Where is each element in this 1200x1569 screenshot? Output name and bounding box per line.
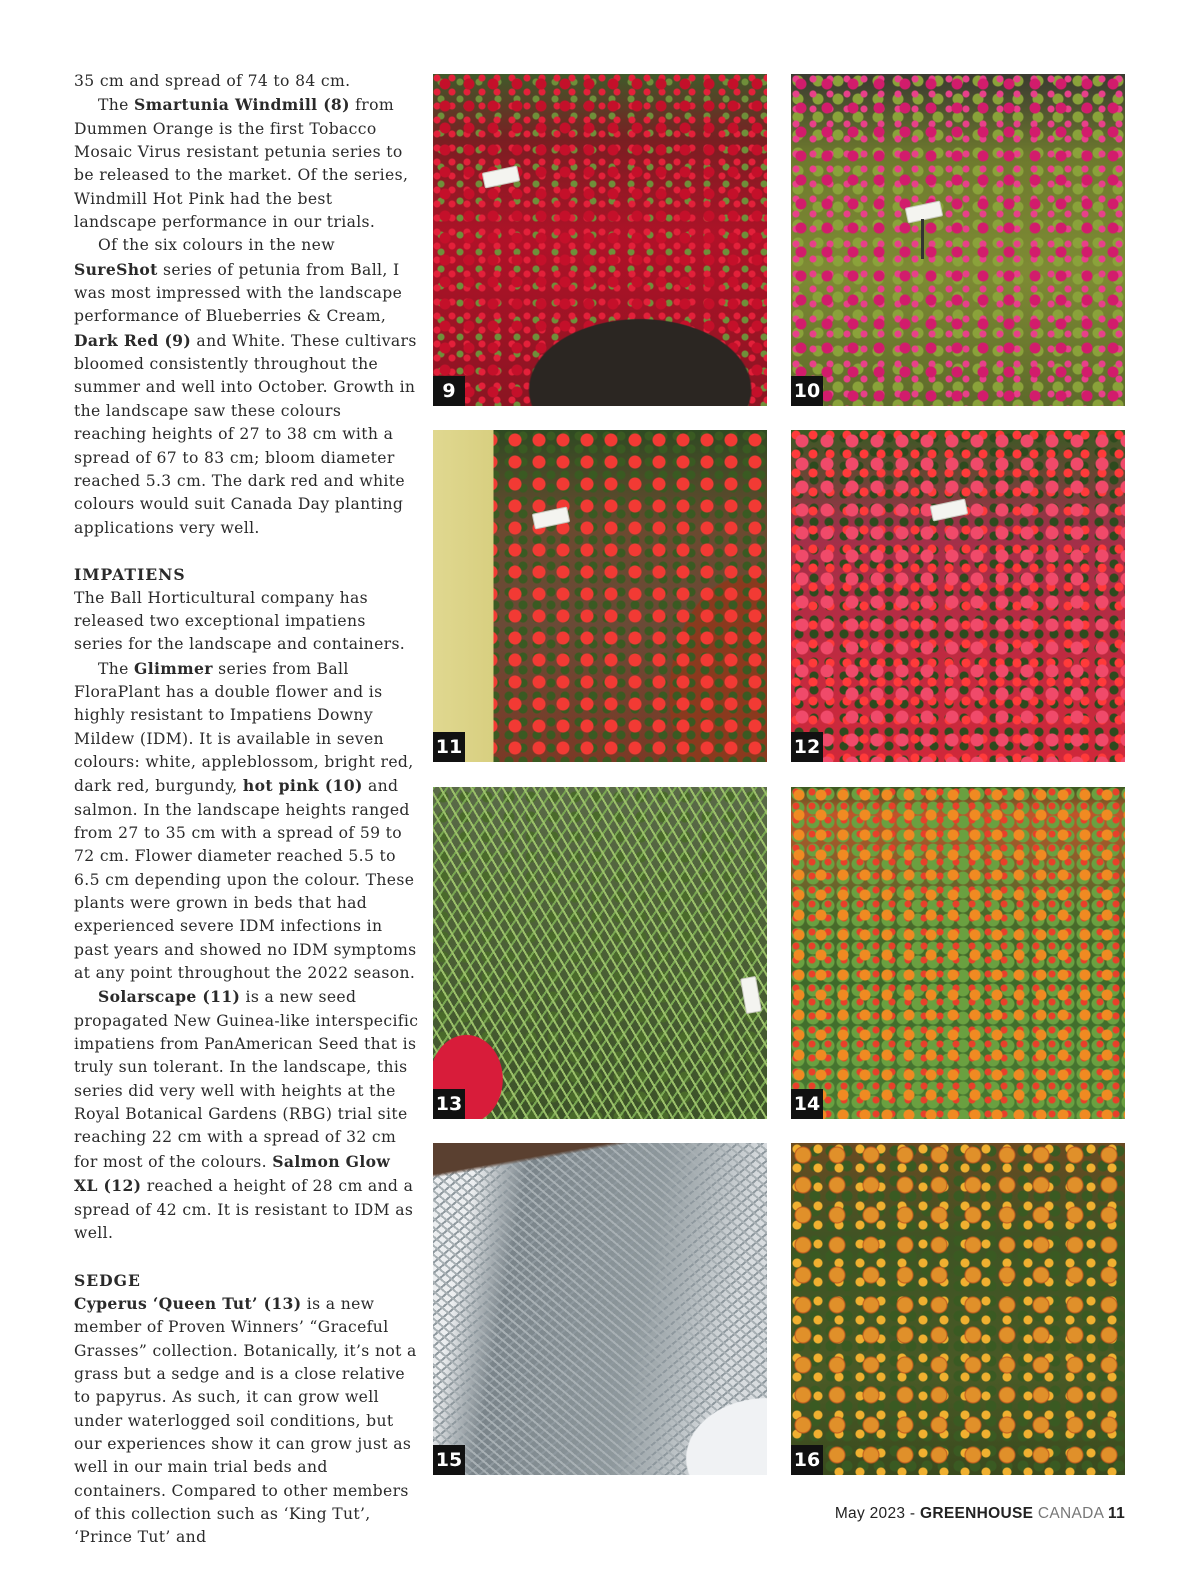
plant-label-tag <box>905 200 944 223</box>
photo-number-badge: 15 <box>433 1445 465 1475</box>
paragraph-smartunia <box>74 93 419 234</box>
photo-number-badge: 10 <box>791 376 823 406</box>
plant-label-tag <box>930 498 969 521</box>
text-run: series from Ball FloraPlant has a double flower and is highly resistant to Impatiens Downy Mildew (IDM). It is available in seven colours: white, appleblossom, bright red, dark red, burgundy, <box>74 659 414 796</box>
photo-number-badge: 9 <box>433 376 465 406</box>
bold-term: SureShot <box>74 259 158 279</box>
photo-salmon-glow-xl <box>791 430 1125 762</box>
bold-term: Dark Red (9) <box>74 330 192 350</box>
text-run: The <box>98 659 135 678</box>
photo-silver-foliage-plant <box>433 1143 767 1475</box>
paragraph-sureshot <box>74 234 419 539</box>
paragraph-glimmer <box>74 657 419 986</box>
magazine-country: CANADA <box>1033 1505 1108 1522</box>
photo-solarscape-impatiens <box>433 430 767 762</box>
text-run: reached a height of 28 cm and a spread of 42 cm. It is resistant to IDM as well. <box>74 1177 414 1242</box>
photo-number-badge: 11 <box>433 732 465 762</box>
plant-label-tag <box>532 506 571 529</box>
paragraph-queen-tut <box>74 1292 419 1550</box>
plant-label-tag <box>740 976 762 1014</box>
text-run: is a new member of Proven Winners’ “Graceful Grasses” collection. Botanically, it’s not a grass but a sedge and is a close relative to papyrus. As such, it can grow well under waterlogged soil conditions, but our experiences show it can grow just as well in our main trial beds and containers. Compared to other members of this collection such as ‘King Tut’, ‘Prince Tut’ and <box>74 1294 417 1547</box>
photo-number-badge: 14 <box>791 1089 823 1119</box>
text-run: Of the six colours in the new <box>98 236 335 255</box>
article-text-column <box>74 70 419 1550</box>
photo-orange-daisy-flowers <box>791 1143 1125 1475</box>
text-run: series of petunia from Ball, I was most impressed with the landscape performance of Blueberries & Cream, <box>74 260 403 326</box>
bold-term: Smartunia Windmill (8) <box>134 95 350 115</box>
issue-date: May 2023 - <box>834 1505 920 1522</box>
photo-groundcover-planting <box>791 787 1125 1119</box>
paragraph-solarscape <box>74 985 419 1245</box>
section-heading-impatiens: IMPATIENS <box>74 565 186 585</box>
photo-number-badge: 13 <box>433 1089 465 1119</box>
text-run: and White. These cultivars bloomed consistently throughout the summer and well into October. Growth in the landscape saw these colours reaching heights of 27 to 38 cm with a spread of 67 to 83 cm; bloom diameter reached 5.3 cm. The dark red and white colours would suit Canada Day planting applications very well. <box>74 331 417 537</box>
photo-petunia-dark-red <box>433 74 767 406</box>
photo-cyperus-queen-tut <box>433 787 767 1119</box>
text-run: The <box>98 96 135 115</box>
paragraph-impatiens-intro: The Ball Horticultural company has released two exceptional impatiens series for the landscape and containers. <box>74 588 406 654</box>
section-heading-sedge: SEDGE <box>74 1270 141 1290</box>
photo-impatiens-hot-pink <box>791 74 1125 406</box>
plant-label-tag <box>482 165 521 188</box>
text-run: from Dummen Orange is the first Tobacco Mosaic Virus resistant petunia series to be released to the market. Of the series, Windmill Hot Pink had the best landscape performance in our trials. <box>74 96 409 232</box>
bold-term: Solarscape (11) <box>98 987 241 1007</box>
bold-term: Salmon Glow XL (12) <box>74 1151 391 1196</box>
page-footer <box>835 1505 1125 1523</box>
photo-number-badge: 12 <box>791 732 823 762</box>
text-run: and salmon. In the landscape heights ranged from 27 to 35 cm with a spread of 59 to 72 cm. Flower diameter reached 5.5 to 6.5 cm depending upon the colour. These plants were grown in beds that had experienced severe IDM infections in past years and showed no IDM symptoms at any point throughout the 2022 season. <box>74 777 417 983</box>
bold-term: Glimmer <box>134 658 213 678</box>
photo-number-badge: 16 <box>791 1445 823 1475</box>
page-number: 11 <box>1108 1505 1125 1522</box>
magazine-name: GREENHOUSE <box>919 1505 1034 1522</box>
label-stake <box>921 219 924 259</box>
bold-term: Cyperus ‘Queen Tut’ (13) <box>74 1293 302 1313</box>
text-run: is a new seed propagated New Guinea-like interspecific impatiens from PanAmerican Seed that is truly sun tolerant. In the landscape, this series did very well with heights at the Royal Botanical Gardens (RBG) trial site reaching 22 cm with a spread of 32 cm for most of the colours. <box>74 988 419 1171</box>
paragraph: 35 cm and spread of 74 to 84 cm. <box>74 72 351 90</box>
bold-term: hot pink (10) <box>242 776 363 796</box>
